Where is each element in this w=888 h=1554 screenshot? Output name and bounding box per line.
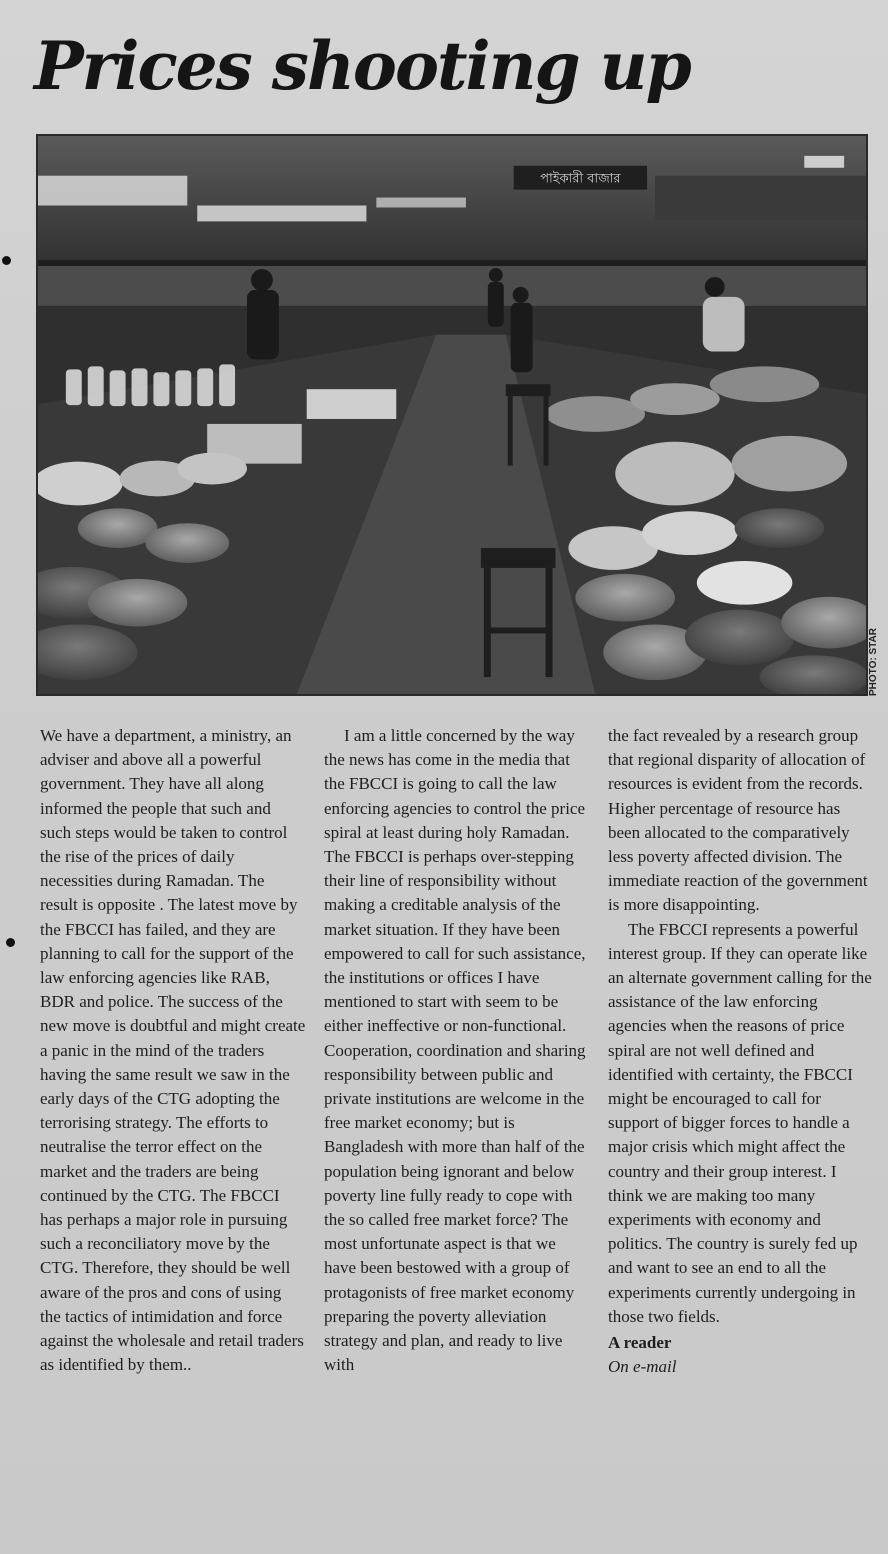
paragraph: We have a department, a ministry, an adviser and above all a powerful government. They have all along informed the people that such and such steps would be taken to control the rise of the prices of daily necessities during Ramadan. The result is opposite . The latest move by the FBCCI has failed, and they are planning to call for the support of the law enforcing agencies like RAB, BDR and police. The success of the new move is doubtful and might create a panic in the mind of the traders having the same result we saw in the early days of the CTG adopting the terrorising strategy. The efforts to neutralise the terror effect on the market and the traders are being continued by the CTG. The FBCCI has perhaps a major role in pursuing such a reconciliatory move by the CTG. Therefore, they should be well aware of the pros and cons of using the tactics of intimidation and force against the wholesale and retail traders as identified by them.. (40, 726, 306, 1375)
market-sign: পাইকারী বাজার (540, 171, 621, 187)
signature-source: On e-mail (608, 1357, 677, 1377)
article-column-2 (324, 724, 590, 1377)
punch-hole (2, 256, 11, 265)
paragraph: the fact revealed by a research group that regional disparity of allocation of resources is evident from the records. Higher percentage of resource has been allocated to the comparatively less poverty affected division. The immediate reaction of the government is more disappointing. (608, 726, 868, 915)
article-column-3 (608, 724, 874, 1379)
photo-credit: PHOTO: STAR (868, 628, 879, 696)
headline: Prices shooting up (34, 27, 690, 105)
article-column-1 (40, 724, 306, 1377)
paragraph: The FBCCI represents a powerful interest group. If they can operate like an alternate government calling for the assistance of the law enforcing agencies when the reasons of price spiral are not well defined and identified with certainty, the FBCCI might be encouraged to call for support of bigger forces to handle a major crisis which might affect the country and their group interest. I think we are making too many experiments with economy and politics. The country is surely fed up and want to see an end to all the experiments currently undergoing in those two fields. (608, 919, 872, 1326)
paragraph: I am a little concerned by the way the news has come in the media that the FBCCI is going to call the law enforcing agencies to control the price spiral at least during holy Ramadan. The FBCCI is perhaps over-stepping their line of responsibility without making a creditable analysis of the market situation. If they have been empowered to call for such assistance, the institutions or offices I have mentioned to start with seem to be either ineffective or non-functional. Cooperation, coordination and sharing responsibility between public and private institutions are welcome in the free market economy; but is Bangladesh with more than half of the population being ignorant and below poverty line fully ready to cope with the so called free market force? The most unfortunate aspect is that we have been bestowed with a group of protagonists of free market economy preparing the poverty alleviation strategy and plan, and ready to live with (324, 726, 586, 1375)
market-photo-illustration (38, 136, 866, 694)
signature-name: A reader (608, 1333, 672, 1353)
punch-hole (6, 938, 15, 947)
market-photo (36, 134, 868, 696)
